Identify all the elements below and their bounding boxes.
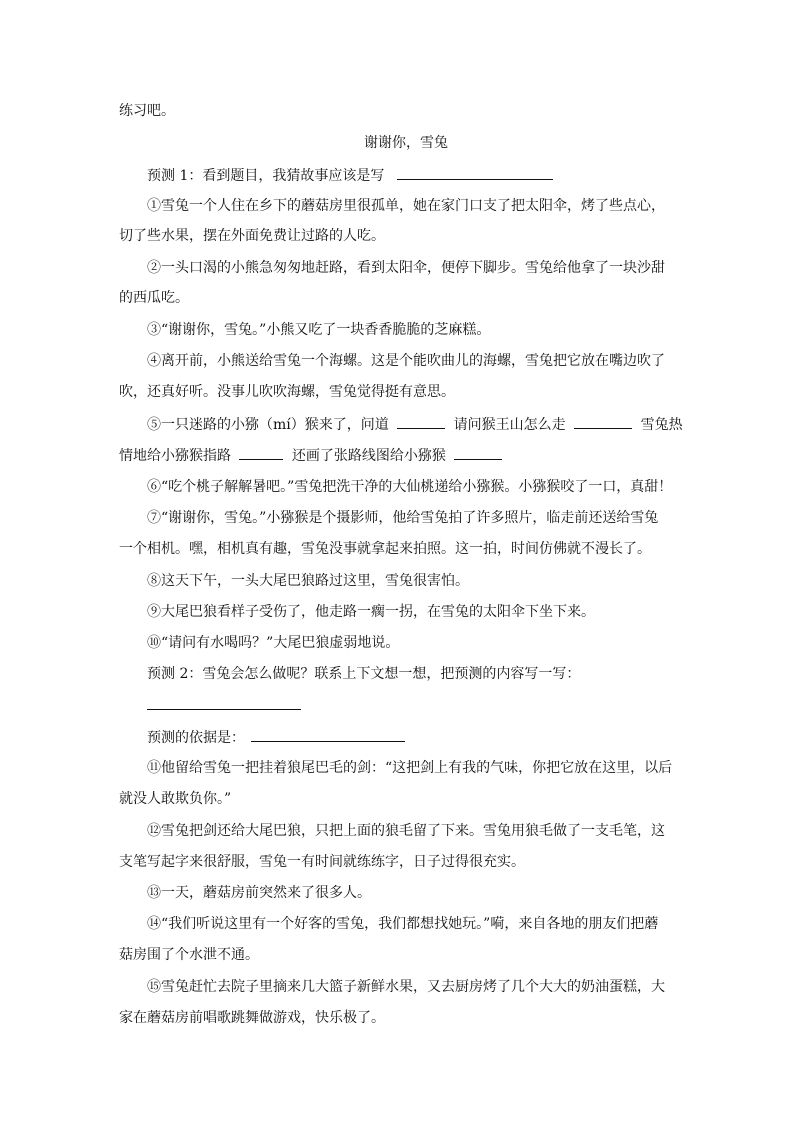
prediction-1-blank[interactable] bbox=[397, 165, 553, 180]
prediction-basis bbox=[147, 727, 405, 748]
paragraph-14-line-1: ⑭“我们听说这里有一个好客的雪兔，我们都想找她玩。”嗬，来自各地的朋友们把蘑 bbox=[147, 916, 659, 932]
paragraph-12-line-1: ⑫雪兔把剑还给大尾巴狼，只把上面的狼毛留了下来。雪兔用狼毛做了一支毛笔，这 bbox=[147, 823, 665, 839]
paragraph-3: ③“谢谢你，雪兔。”小熊又吃了一块香香脆脆的芝麻糕。 bbox=[147, 322, 491, 338]
paragraph-11-line-2: 就没人敢欺负你。” bbox=[119, 791, 232, 807]
paragraph-5-part-1: ⑤一只迷路的小猕（mí）猴来了，问道 bbox=[147, 417, 389, 433]
prediction-2: 预测 2：雪兔会怎么做呢？联系上下文想一想，把预测的内容写一写： bbox=[147, 666, 581, 682]
paragraph-5-part-3: 雪兔热 bbox=[640, 417, 683, 433]
paragraph-7-line-1: ⑦“谢谢你，雪兔。”小猕猴是个摄影师，他给雪兔拍了许多照片，临走前还送给雪兔 bbox=[147, 510, 659, 526]
paragraph-2-line-2: 的西瓜吃。 bbox=[119, 290, 189, 306]
paragraph-5-blank-1[interactable] bbox=[397, 414, 445, 429]
intro-line: 练习吧。 bbox=[119, 103, 175, 119]
paragraph-5-part-5: 还画了张路线图给小猕猴 bbox=[291, 448, 446, 464]
paragraph-13: ⑬一天，蘑菇房前突然来了很多人。 bbox=[147, 885, 371, 901]
prediction-2-blank[interactable] bbox=[147, 695, 301, 710]
paragraph-1-line-2: 切了些水果，摆在外面免费让过路的人吃。 bbox=[119, 228, 385, 244]
paragraph-4-line-1: ④离开前，小熊送给雪兔一个海螺。这是个能吹曲儿的海螺，雪兔把它放在嘴边吹了 bbox=[147, 353, 665, 369]
paragraph-5-blank-2[interactable] bbox=[574, 414, 632, 429]
paragraph-8: ⑧这天下午，一头大尾巴狼路过这里，雪兔很害怕。 bbox=[147, 573, 469, 589]
paragraph-10: ⑩“请问有水喝吗？”大尾巴狼虚弱地说。 bbox=[147, 635, 400, 651]
paragraph-2-line-1: ②一头口渴的小熊急匆匆地赶路，看到太阳伞，便停下脚步。雪兔给他拿了一块沙甜 bbox=[147, 260, 665, 276]
prediction-basis-text: 预测的依据是： bbox=[147, 730, 245, 746]
paragraph-12-line-2: 支笔写起字来很舒服，雪兔一有时间就练练字，日子过得很充实。 bbox=[119, 854, 525, 870]
paragraph-5-part-2: 请问猴王山怎么走 bbox=[453, 417, 566, 433]
paragraph-5-part-4: 情地给小猕猴指路 bbox=[119, 448, 231, 464]
paragraph-4-line-2: 吹，还真好听。没事儿吹吹海螺，雪兔觉得挺有意思。 bbox=[119, 384, 455, 400]
paragraph-9: ⑨大尾巴狼看样子受伤了，他走路一瘸一拐，在雪兔的太阳伞下坐下来。 bbox=[147, 604, 595, 620]
story-title: 谢谢你，雪兔 bbox=[364, 135, 448, 151]
paragraph-15-line-2: 家在蘑菇房前唱歌跳舞做游戏，快乐极了。 bbox=[119, 1010, 385, 1026]
paragraph-14-line-2: 菇房围了个水泄不通。 bbox=[119, 947, 259, 963]
paragraph-5-blank-3[interactable] bbox=[239, 445, 283, 460]
prediction-1-text: 预测 1：看到题目，我猜故事应该是写 bbox=[147, 168, 385, 184]
paragraph-7-line-2: 一个相机。嘿，相机真有趣，雪兔没事就拿起来拍照。这一拍，时间仿佛就不漫长了。 bbox=[119, 541, 651, 557]
paragraph-15-line-1: ⑮雪兔赶忙去院子里摘来几大篮子新鲜水果，又去厨房烤了几个大大的奶油蛋糕，大 bbox=[147, 979, 665, 995]
paragraph-5-line-1 bbox=[147, 414, 683, 435]
prediction-basis-blank[interactable] bbox=[251, 727, 405, 742]
paragraph-5-line-2 bbox=[119, 445, 506, 466]
paragraph-6: ⑥“吃个桃子解解暑吧。”雪兔把洗干净的大仙桃递给小猕猴。小猕猴咬了一口，真甜！ bbox=[147, 479, 673, 495]
paragraph-11-line-1: ⑪他留给雪兔一把挂着狼尾巴毛的剑：“这把剑上有我的气味，你把它放在这里，以后 bbox=[147, 760, 673, 776]
paragraph-1-line-1: ①雪兔一个人住在乡下的蘑菇房里很孤单，她在家门口支了把太阳伞，烤了些点心， bbox=[147, 198, 665, 214]
prediction-2-answer-line bbox=[147, 695, 301, 716]
prediction-1 bbox=[147, 165, 553, 186]
paragraph-5-blank-4[interactable] bbox=[454, 445, 502, 460]
